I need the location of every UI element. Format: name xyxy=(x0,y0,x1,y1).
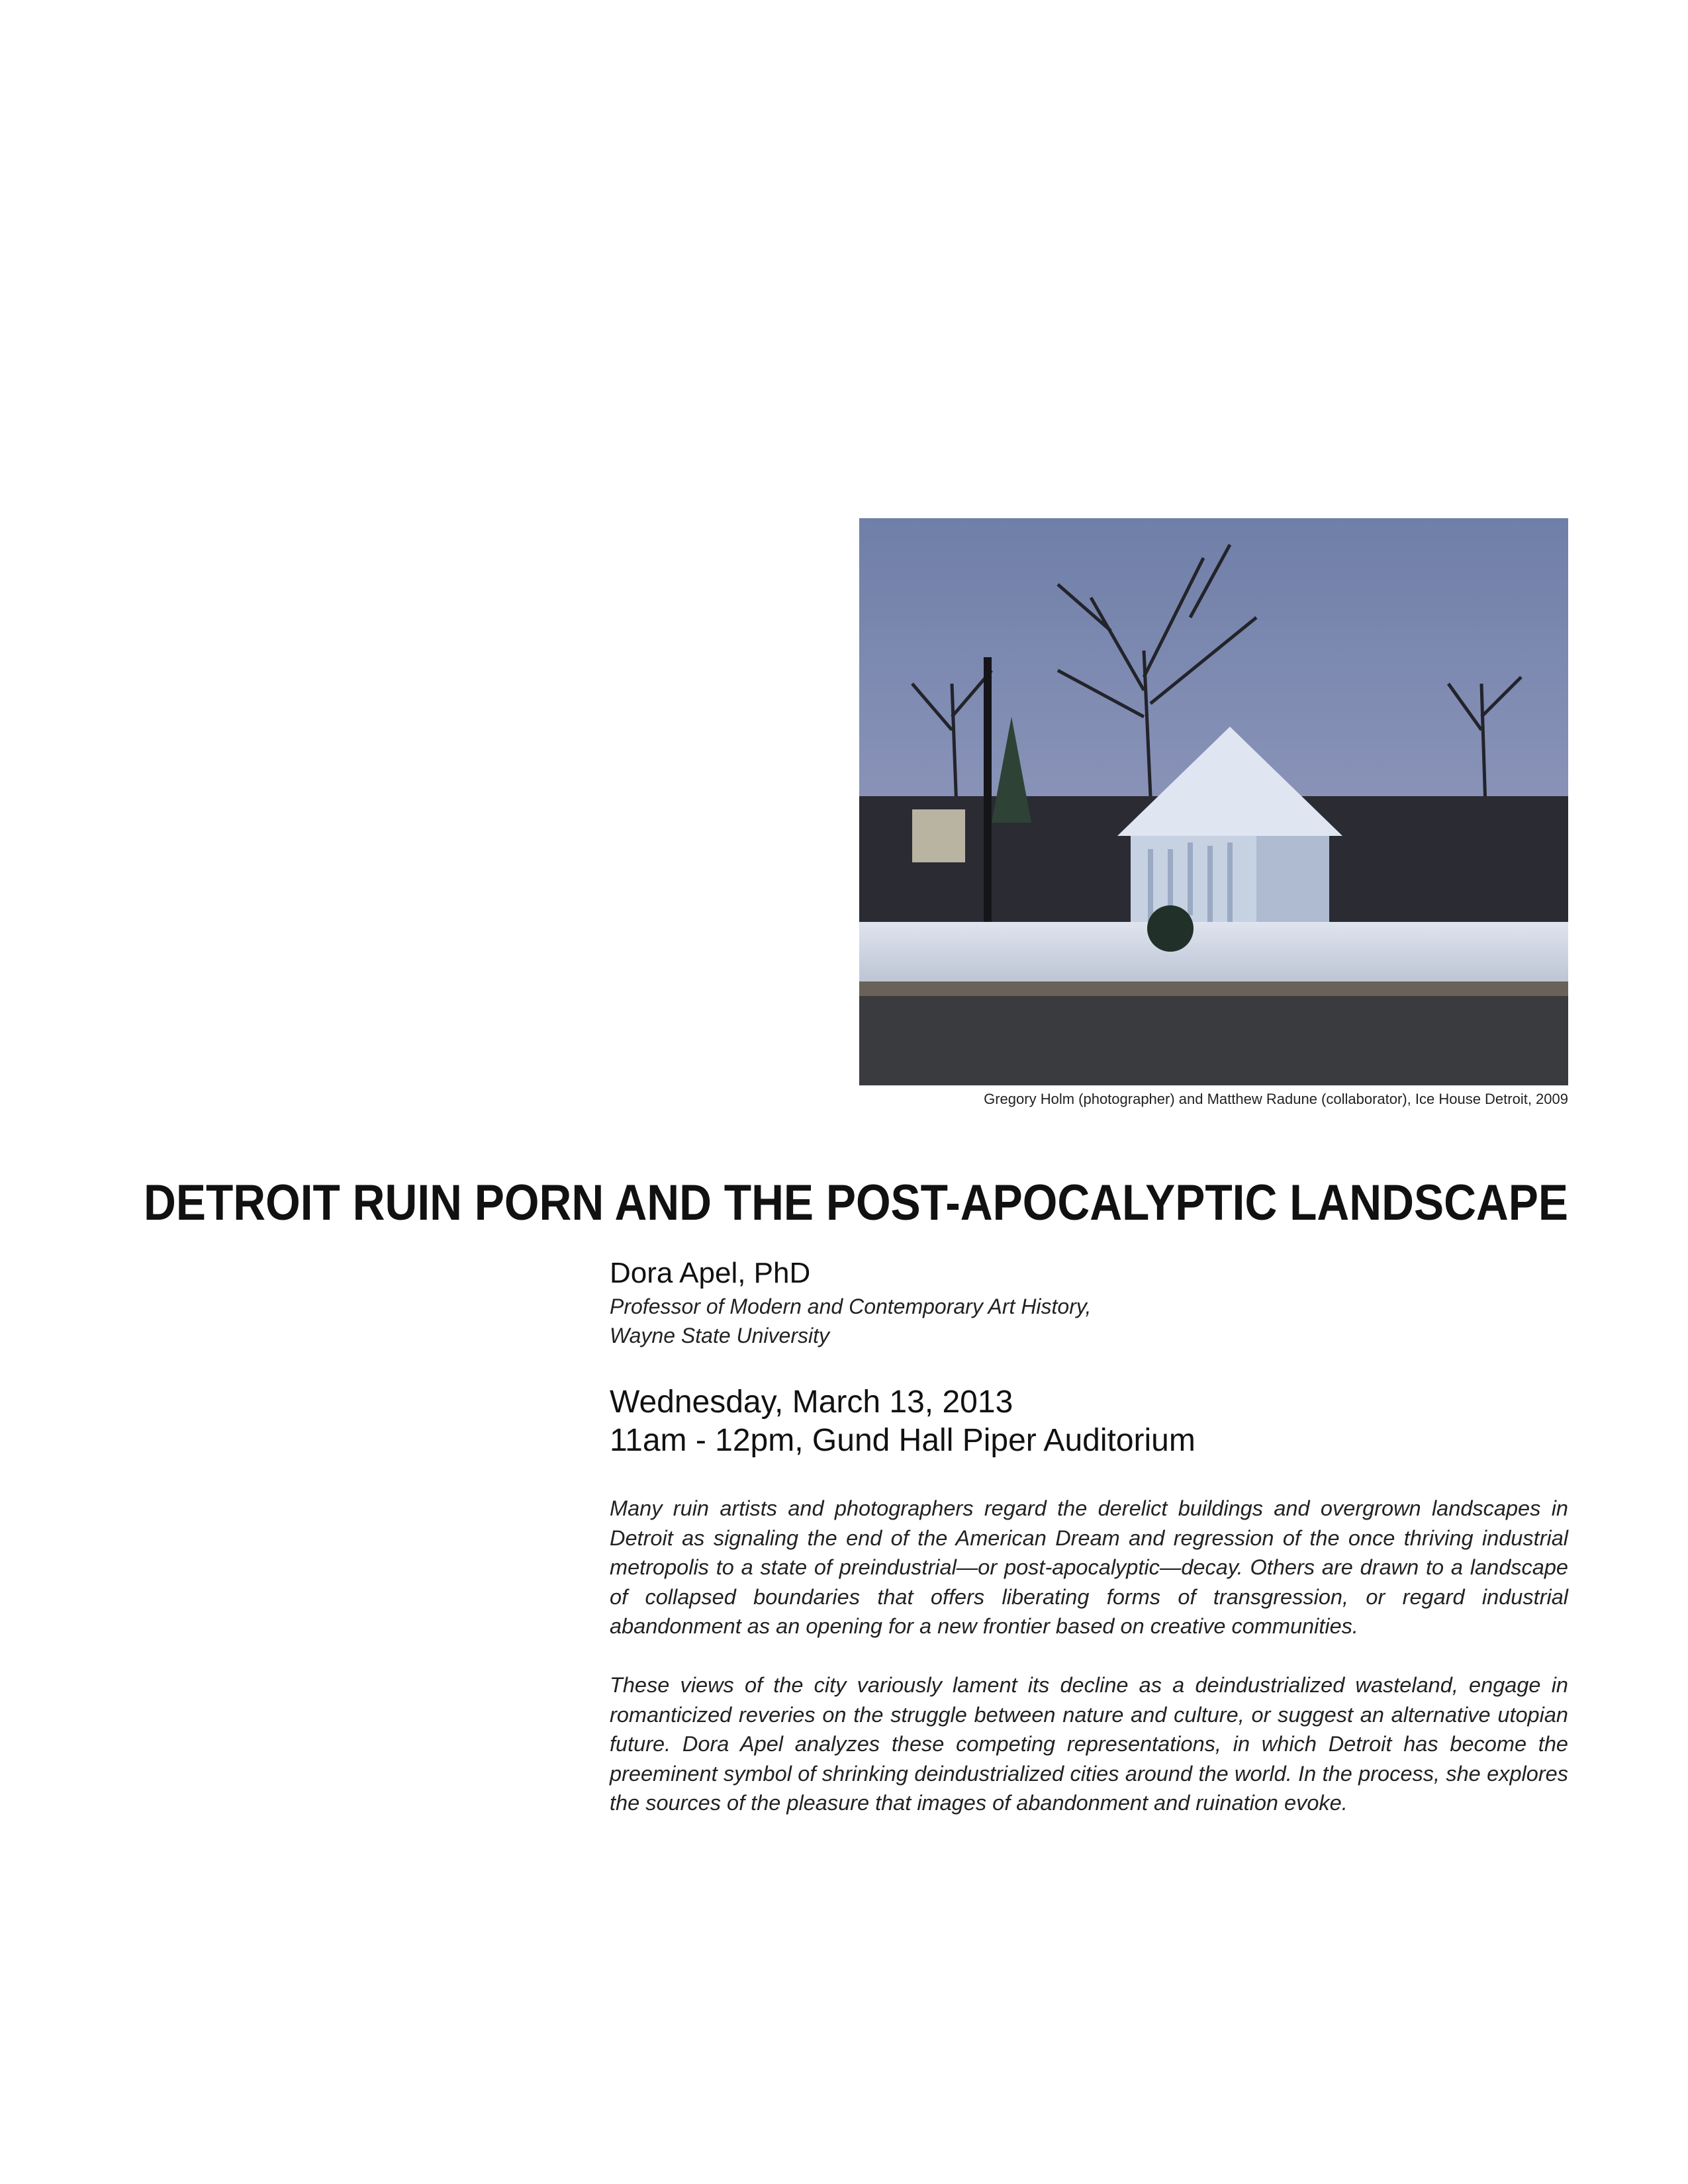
event-title xyxy=(144,1171,1568,1235)
speaker-block xyxy=(610,1255,1568,1350)
event-title-text: DETROIT RUIN PORN AND THE POST-APOCALYPTIC LANDSCAPE xyxy=(144,1175,1568,1231)
event-details xyxy=(610,1383,1568,1460)
event-date: Wednesday, March 13, 2013 xyxy=(610,1385,1013,1420)
ice-house-photo xyxy=(859,518,1568,1085)
description-paragraph-1: Many ruin artists and photographers regard the derelict buildings and overgrown landscapes in Detroit as signaling the end of the American Dream and regression of the once thriving industrial metropolis to a state of preindustrial—or post-apocalyptic—decay. Others are drawn to a landscape of collapsed boundaries that offers liberating forms of transgression, or regard industrial abandonment as an opening for a new frontier based on creative communities. xyxy=(610,1496,1568,1639)
speaker-affiliation-university: Wayne State University xyxy=(610,1324,829,1347)
photo-caption: Gregory Holm (photographer) and Matthew Radune (collaborator), Ice House Detroit, 2009 xyxy=(984,1091,1568,1107)
speaker-affiliation-title: Professor of Modern and Contemporary Art History, xyxy=(610,1295,1092,1318)
speaker-name: Dora Apel, PhD xyxy=(610,1257,811,1289)
description-paragraph-2: These views of the city variously lament its decline as a deindustrialized wasteland, engage in romanticized reveries on the struggle between nature and culture, or suggest an alternative utopian future. Dora Apel analyzes these competing representations, in which Detroit has become the preeminent symbol of shrinking deindustrialized cities around the world. In the process, she explores the sources of the pleasure that images of abandonment and ruination evoke. xyxy=(610,1673,1568,1815)
event-time-location: 11am - 12pm, Gund Hall Piper Auditorium xyxy=(610,1423,1196,1458)
